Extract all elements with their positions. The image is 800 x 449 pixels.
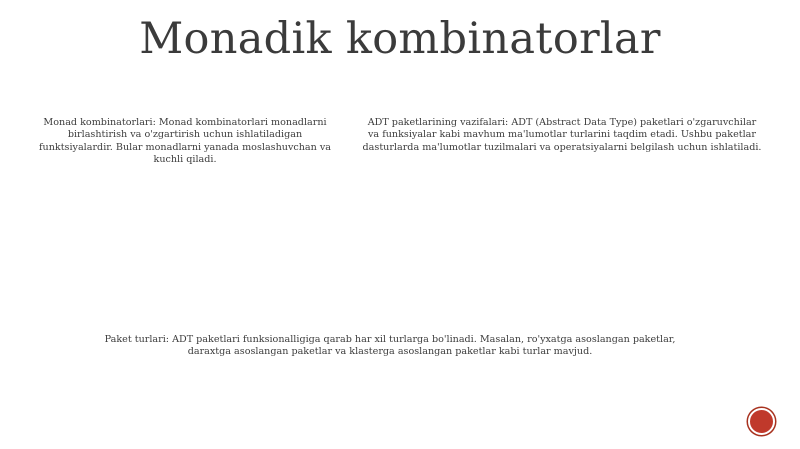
slide-nav-button[interactable] <box>748 408 775 435</box>
package-types-text: Paket turlari: ADT paketlari funksionalligiga qarab har xil turlarga bo'linadi. Masalan, ro'yxatga asoslangan paketlar, daraxtga asoslangan paketlar va klasterga asoslangan paketlar kabi turlar mavjud. <box>104 334 676 358</box>
monad-combinators-text: Monad kombinatorlari: Monad kombinatorlari monadlarni birlashtirish va o'zgartirish uchun ishlatiladigan funktsiyalardir. Bular monadlarni yanada moslashuvchan va kuchli qiladi. <box>38 117 332 166</box>
slide-title: Monadik kombinatorlar <box>139 14 661 64</box>
adt-packages-text: ADT paketlarining vazifalari: ADT (Abstract Data Type) paketlari o'zgaruvchilar va funksiyalar kabi mavhum ma'lumotlar turlarini taqdim etadi. Ushbu paketlar dasturlarda ma'lumotlar tuzilmalari va operatsiyalarni belgilash uchun ishlatiladi. <box>362 117 762 153</box>
